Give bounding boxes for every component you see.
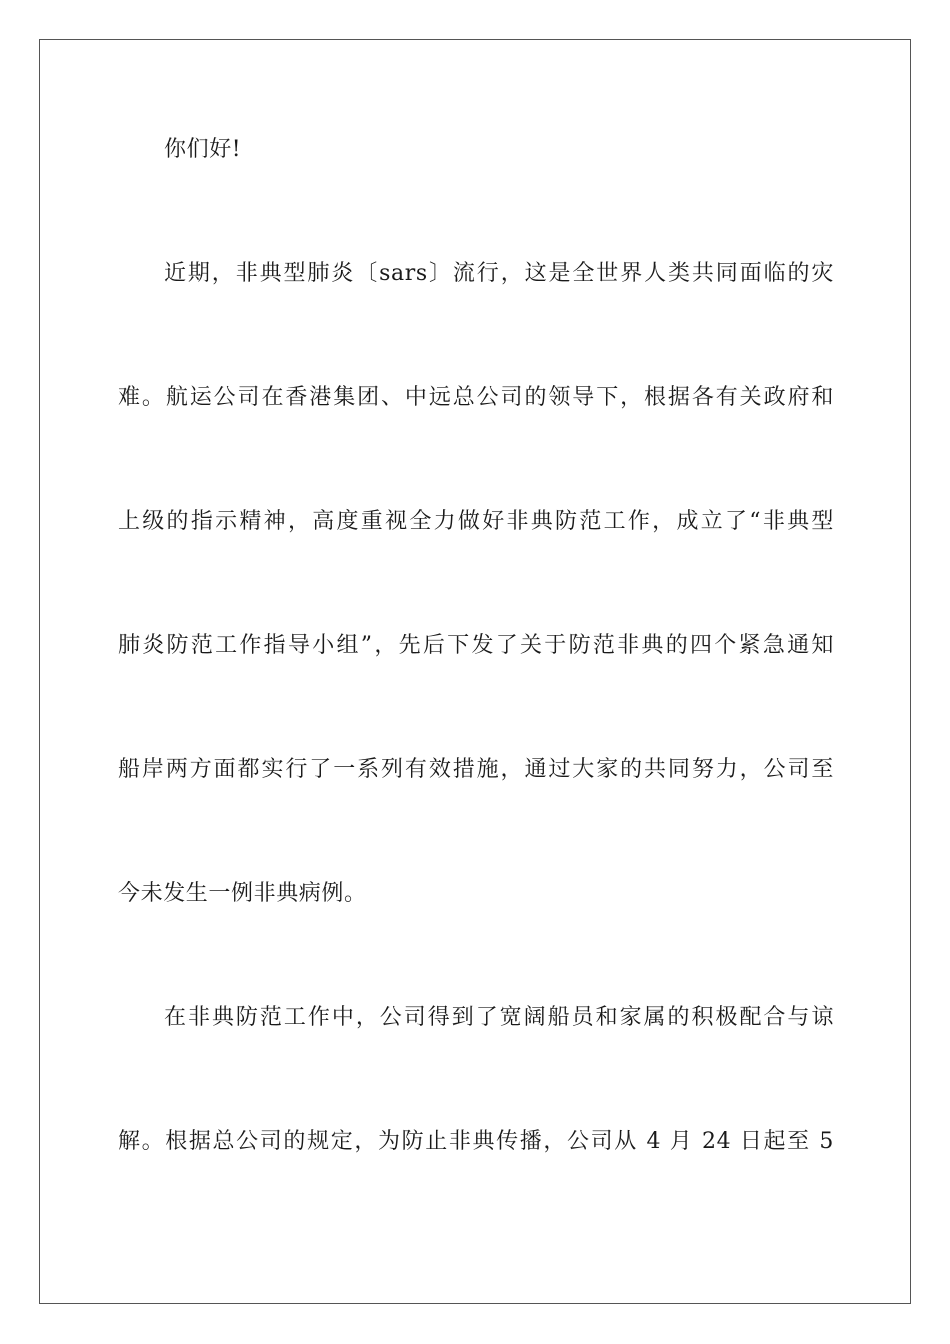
paragraph-2-line-1: 在非典防范工作中，公司得到了宽阔船员和家属的积极配合与谅 — [164, 1005, 834, 1030]
greeting-line: 你们好! — [164, 137, 242, 162]
page-border — [39, 39, 911, 1304]
paragraph-1-line-4: 肺炎防范工作指导小组”，先后下发了关于防范非典的四个紧急通知 — [118, 633, 834, 658]
paragraph-1-line-3: 上级的指示精神，高度重视全力做好非典防范工作，成立了“非典型 — [118, 509, 834, 534]
paragraph-1-line-2: 难。航运公司在香港集团、中远总公司的领导下，根据各有关政府和 — [118, 385, 834, 410]
paragraph-1-line-6: 今未发生一例非典病例。 — [118, 881, 367, 906]
paragraph-1-line-5: 船岸两方面都实行了一系列有效措施，通过大家的共同努力，公司至 — [118, 757, 834, 782]
paragraph-2-line-2: 解。根据总公司的规定，为防止非典传播，公司从 4 月 24 日起至 5 — [118, 1129, 834, 1154]
paragraph-1-line-1: 近期，非典型肺炎〔sars〕流行，这是全世界人类共同面临的灾 — [164, 261, 834, 286]
